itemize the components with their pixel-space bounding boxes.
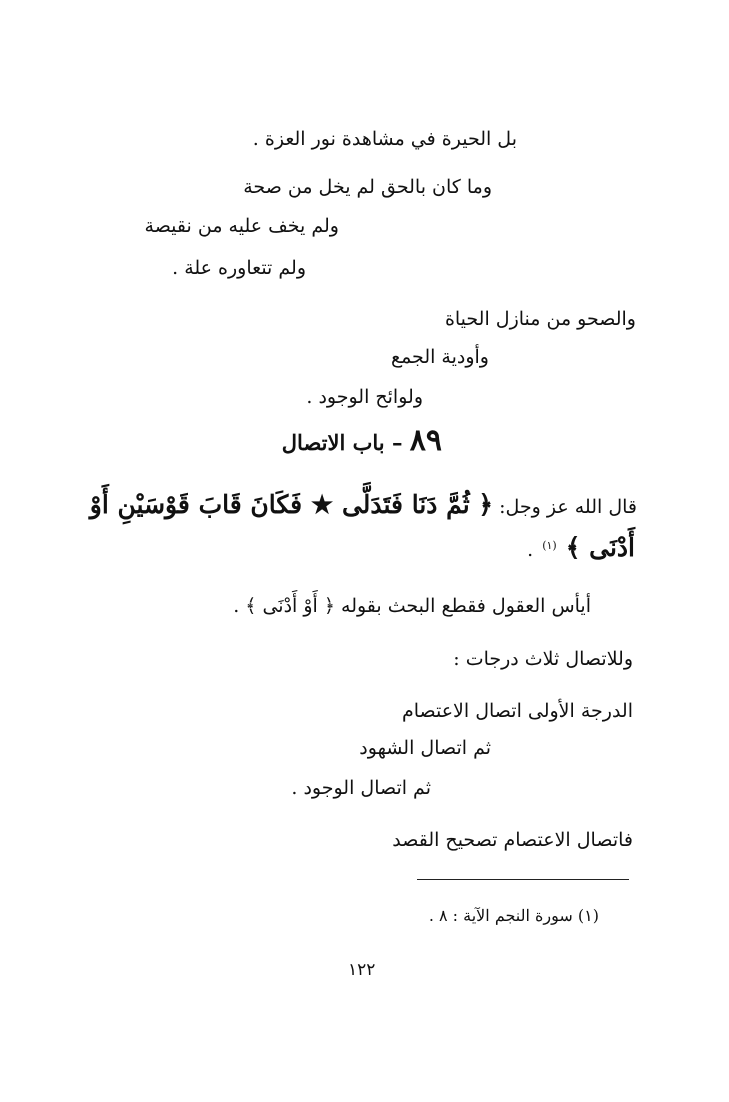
text-line: ثم اتصال الشهود: [359, 737, 491, 759]
verse-text: ﴿ ثُمَّ دَنَا فَتَدَلَّى ★ فَكَانَ قَابَ قَوْسَيْنِ أَوْ: [89, 490, 494, 519]
text-line: وأودية الجمع: [390, 346, 489, 368]
text-line: وما كان بالحق لم يخل من صحة: [243, 176, 492, 198]
chapter-heading: [281, 423, 442, 458]
text-line: ولم تتعاوره علة .: [172, 257, 306, 279]
text-line: وللاتصال ثلاث درجات :: [453, 648, 633, 670]
verse-intro: قال الله عز وجل:: [499, 496, 637, 518]
chapter-title: باب الاتصال: [281, 430, 385, 455]
text-line: فاتصال الاعتصام تصحيح القصد: [392, 829, 633, 851]
quran-verse-line-1: [90, 492, 637, 517]
text-line: أيأس العقول فقطع البحث بقوله ﴿ أَوْ أَدْنَى ﴾ .: [233, 595, 591, 617]
quran-verse-line-2: [527, 535, 635, 560]
text-line: ولم يخف عليه من نقيصة: [144, 215, 339, 237]
chapter-number: ٨٩: [409, 423, 442, 458]
page-number: ١٢٢: [348, 960, 376, 980]
chapter-dash: –: [391, 430, 403, 455]
text-line: ثم اتصال الوجود .: [291, 777, 431, 799]
text-line: الدرجة الأولى اتصال الاعتصام: [401, 700, 633, 722]
footnote-mark: (١): [542, 538, 557, 552]
footnote: (١) سورة النجم الآية : ٨ .: [428, 906, 599, 925]
footnote-divider: [417, 879, 629, 880]
verse-text-end: أَدْنَى ﴾: [565, 533, 635, 562]
text-line: ولوائح الوجود .: [306, 386, 423, 408]
text-line: والصحو من منازل الحياة: [444, 308, 636, 330]
verse-end-dot: .: [527, 539, 534, 561]
text-line: بل الحيرة في مشاهدة نور العزة .: [252, 128, 517, 150]
